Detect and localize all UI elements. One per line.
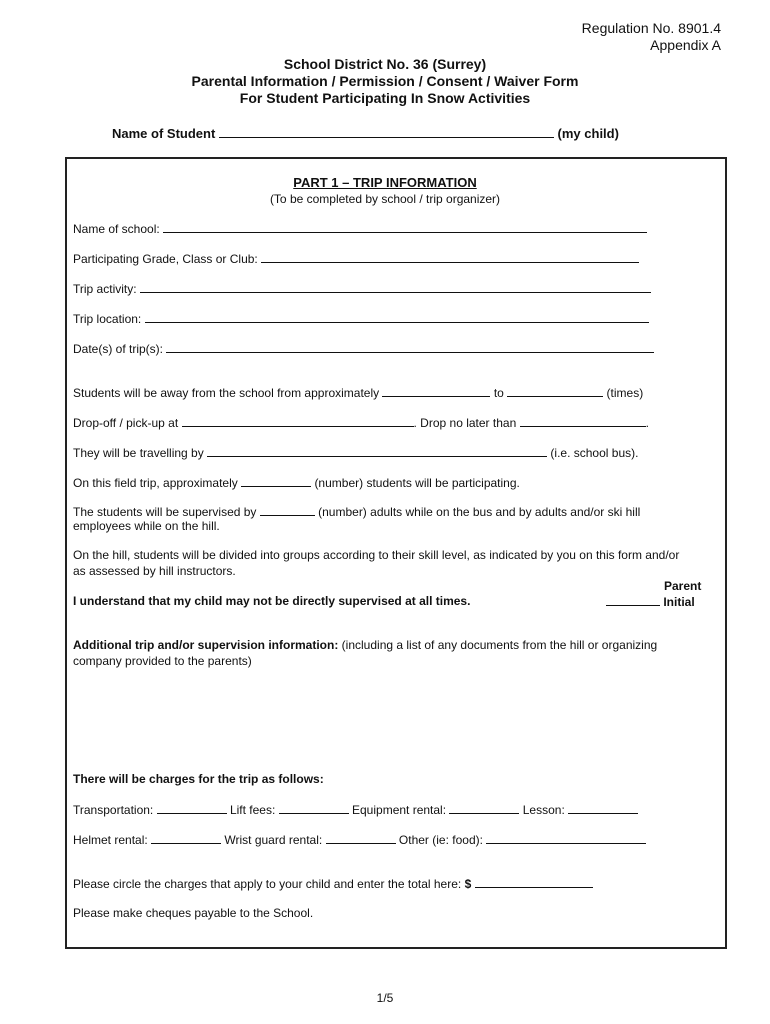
away-text: Students will be away from the school from approximately [73, 386, 380, 400]
additional-line2: company provided to the parents) [73, 654, 252, 668]
district-title: School District No. 36 (Surrey) [283, 56, 487, 72]
wrist-guard-label: Wrist guard rental: [224, 833, 323, 847]
parent-initial-field[interactable] [606, 594, 660, 606]
location-row [73, 311, 649, 326]
helmet-field[interactable] [151, 832, 221, 844]
lesson-label: Lesson: [522, 803, 565, 817]
lift-fees-label: Lift fees: [229, 803, 276, 817]
dates-label: Date(s) of trip(s): [73, 342, 164, 356]
participating-row [73, 475, 520, 490]
total-row [73, 876, 593, 891]
supervised-row [73, 504, 640, 519]
equipment-label: Equipment rental: [352, 803, 447, 817]
grade-label: Participating Grade, Class or Club: [73, 252, 258, 266]
supervised-line2: employees while on the hill. [73, 519, 220, 533]
regulation-block [582, 20, 721, 54]
part1-subtitle: (To be completed by school / trip organizer) [269, 192, 501, 206]
away-to-label: to [493, 386, 504, 400]
lesson-field[interactable] [568, 802, 638, 814]
appendix-label: Appendix A [650, 37, 721, 53]
location-label: Trip location: [73, 312, 142, 326]
away-row [73, 385, 643, 400]
equipment-field[interactable] [449, 802, 519, 814]
form-header [0, 56, 770, 107]
travel-field[interactable] [207, 445, 547, 457]
page-number: 1/5 [376, 991, 394, 1005]
helmet-label: Helmet rental: [73, 833, 148, 847]
away-from-field[interactable] [382, 385, 490, 397]
travel-label: They will be travelling by [73, 446, 204, 460]
my-child-label: (my child) [557, 126, 619, 141]
initial-label: Initial [663, 595, 695, 609]
drop-no-later-label: . Drop no later than [413, 416, 517, 430]
other-field[interactable] [486, 832, 646, 844]
participating-suffix: (number) students will be participating. [314, 476, 520, 490]
parent-initial-row [606, 594, 695, 609]
charges-row1 [73, 802, 638, 817]
dollar-sign: $ [464, 877, 472, 891]
additional-row [73, 638, 657, 652]
dropoff-row [73, 415, 649, 430]
transportation-field[interactable] [157, 802, 227, 814]
cheques-text: Please make cheques payable to the School. [73, 906, 314, 920]
transportation-label: Transportation: [73, 803, 154, 817]
school-field[interactable] [163, 221, 647, 233]
grade-row [73, 251, 639, 266]
charges-row2 [73, 832, 646, 847]
drop-no-later-field[interactable] [520, 415, 646, 427]
understand-text: I understand that my child may not be directly supervised at all times. [73, 594, 471, 608]
activity-field[interactable] [140, 281, 651, 293]
lift-fees-field[interactable] [279, 802, 349, 814]
participating-label: On this field trip, approximately [73, 476, 238, 490]
participating-field[interactable] [241, 475, 311, 487]
supervised-suffix: (number) adults while on the bus and by adults and/or ski hill [318, 505, 641, 519]
student-name-label: Name of Student [112, 126, 216, 141]
travel-row [73, 445, 638, 460]
additional-heading: Additional trip and/or supervision information: [73, 638, 339, 652]
form-subtitle: For Student Participating In Snow Activities [239, 90, 531, 106]
dropoff-label: Drop-off / pick-up at [73, 416, 179, 430]
away-times-label: (times) [606, 386, 644, 400]
travel-suffix: (i.e. school bus). [550, 446, 639, 460]
total-field[interactable] [475, 876, 593, 888]
groups-line2: as assessed by hill instructors. [73, 564, 236, 578]
part1-title: PART 1 – TRIP INFORMATION [293, 175, 477, 190]
grade-field[interactable] [261, 251, 639, 263]
dropoff-field[interactable] [182, 415, 414, 427]
circle-charges-text: Please circle the charges that apply to your child and enter the total here: [73, 877, 462, 891]
charges-heading: There will be charges for the trip as follows: [73, 772, 324, 786]
supervised-label: The students will be supervised by [73, 505, 257, 519]
school-row [73, 221, 647, 236]
activity-label: Trip activity: [73, 282, 137, 296]
parent-label: Parent [664, 579, 702, 593]
dates-row [73, 341, 654, 356]
wrist-guard-field[interactable] [326, 832, 396, 844]
away-to-field[interactable] [507, 385, 603, 397]
activity-row [73, 281, 651, 296]
regulation-number: Regulation No. 8901.4 [581, 20, 721, 36]
dropoff-period: . [645, 416, 649, 430]
student-name-row [112, 126, 619, 141]
groups-line1: On the hill, students will be divided into groups according to their skill level, as indicated by you on this form and/or [73, 548, 680, 562]
school-label: Name of school: [73, 222, 160, 236]
student-name-field[interactable] [219, 126, 554, 138]
form-title: Parental Information / Permission / Consent / Waiver Form [191, 73, 579, 89]
dates-field[interactable] [166, 341, 654, 353]
additional-note: (including a list of any documents from the hill or organizing [338, 638, 658, 652]
location-field[interactable] [145, 311, 649, 323]
supervised-field[interactable] [260, 504, 315, 516]
other-label: Other (ie: food): [398, 833, 483, 847]
